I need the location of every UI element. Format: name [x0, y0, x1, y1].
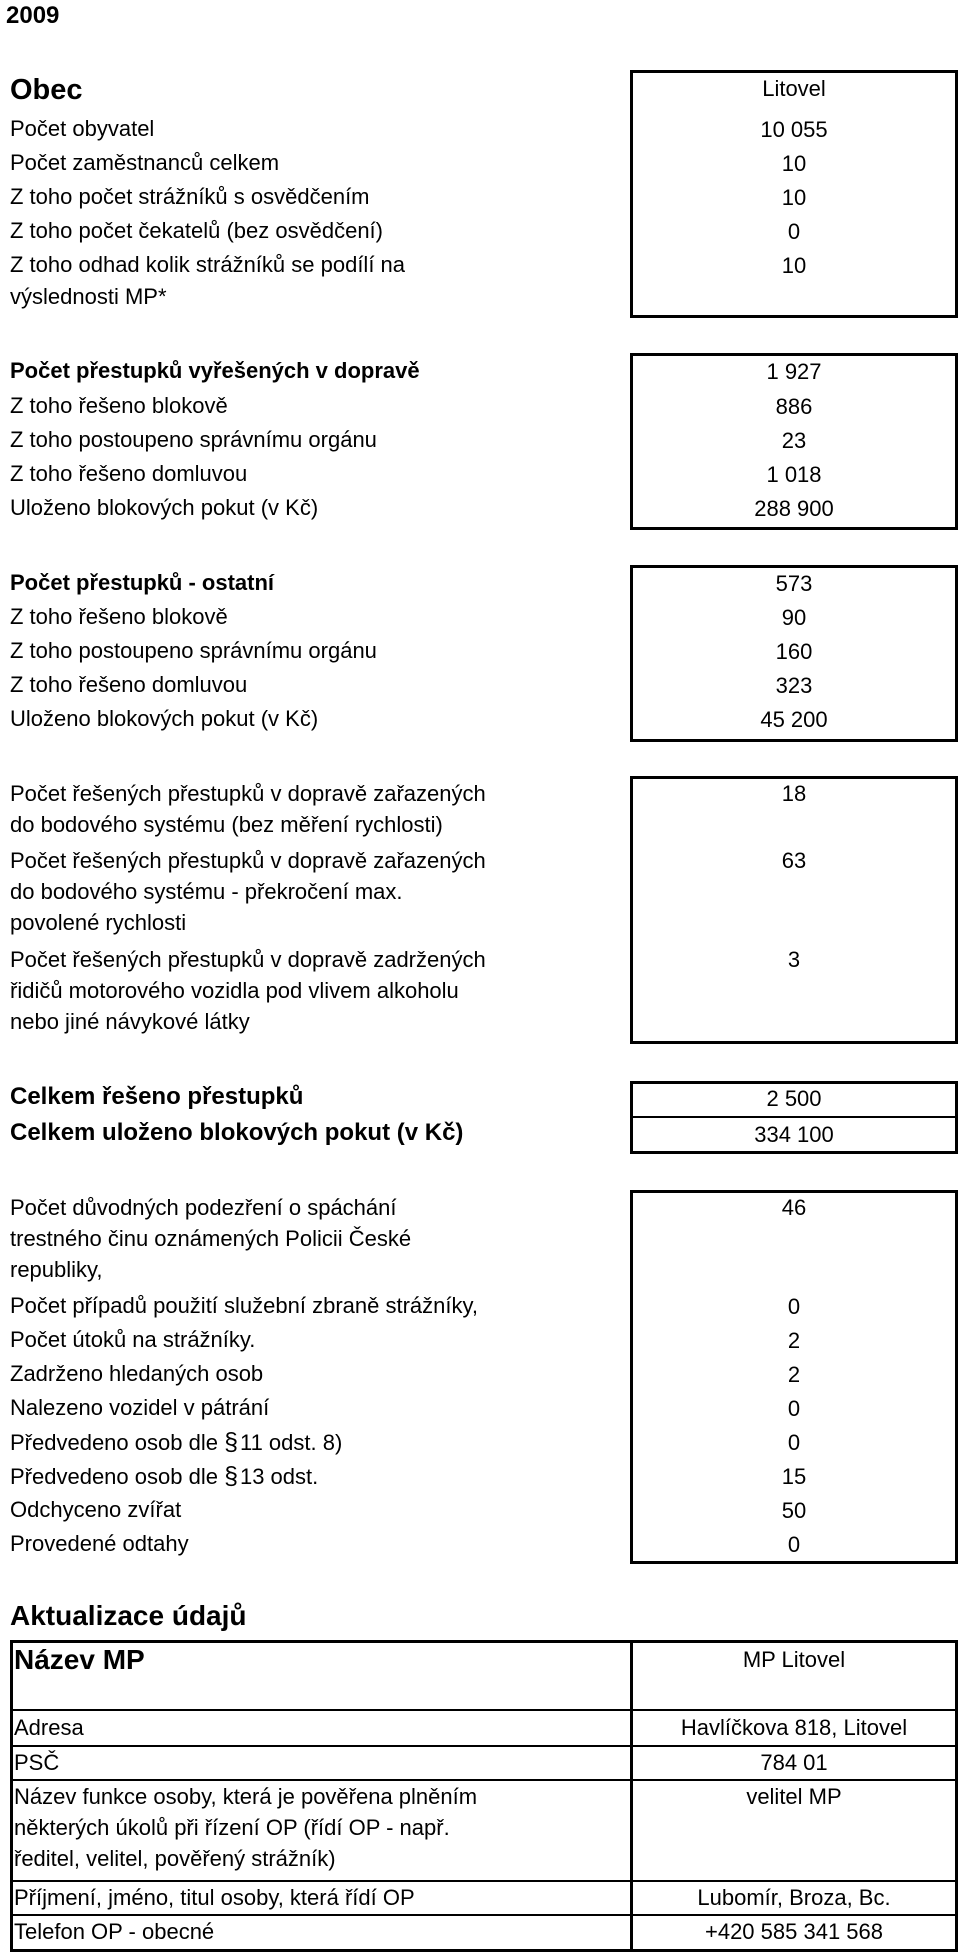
- cinnost-value: 2: [787, 1328, 801, 1353]
- ostatni-value: 323: [775, 673, 813, 698]
- cinnost-row-label: Odchyceno zvířat: [10, 1497, 182, 1522]
- obec-value: 0: [787, 219, 801, 244]
- doprava-row-label: Z toho řešeno blokově: [10, 393, 228, 418]
- ostatni-row-label: Z toho řešeno blokově: [10, 604, 228, 629]
- cinnost-value: 0: [787, 1532, 801, 1557]
- cinnost-value: 50: [781, 1498, 807, 1523]
- bodovy-value-box: [630, 776, 958, 1044]
- ostatni-heading: Počet přestupků - ostatní: [10, 570, 275, 595]
- cinnost-row-label: Provedené odtahy: [10, 1531, 189, 1556]
- celkem-value: 2 500: [766, 1086, 822, 1111]
- cinnost-row-label: Zadrženo hledaných osob: [10, 1361, 264, 1386]
- cinnost-row-label: Počet útoků na strážníky.: [10, 1327, 256, 1352]
- predvedeno-value: 15: [781, 1464, 807, 1489]
- ostatni-value: 45 200: [760, 707, 828, 732]
- cinnost-row-label: Nalezeno vozidel v pátrání: [10, 1395, 270, 1420]
- adresa-label: Adresa: [14, 1715, 84, 1740]
- doprava-value: 1 018: [766, 462, 822, 487]
- podezreni-label: Počet důvodných podezření o spáchání: [10, 1195, 397, 1220]
- doprava-value: 23: [781, 428, 807, 453]
- ostatni-heading-value: 573: [775, 571, 813, 596]
- doprava-value: 288 900: [754, 496, 834, 521]
- obec-row-label: Počet obyvatel: [10, 116, 155, 141]
- podezreni-value: 46: [781, 1195, 807, 1220]
- telefon-label: Telefon OP - obecné: [14, 1919, 215, 1944]
- obec-value-heading: Litovel: [762, 76, 826, 101]
- bodovy-value: 18: [781, 781, 807, 806]
- obec-value: 10: [781, 253, 807, 278]
- predvedeno-row-label: Předvedeno osob dle §11 odst. 8): [10, 1428, 343, 1456]
- ostatni-row-label: Z toho řešeno domluvou: [10, 672, 248, 697]
- celkem-label: Celkem uloženo blokových pokut (v Kč): [10, 1119, 464, 1146]
- bodovy-label: nebo jiné návykové látky: [10, 1009, 250, 1034]
- doprava-heading: Počet přestupků vyřešených v dopravě: [10, 358, 420, 383]
- bodovy-label: Počet řešených přestupků v dopravě zadržených: [10, 947, 486, 972]
- doprava-row-label: Z toho řešeno domluvou: [10, 461, 248, 486]
- doprava-heading-value: 1 927: [766, 359, 822, 384]
- predvedeno-value: 0: [787, 1430, 801, 1455]
- bodovy-label: povolené rychlosti: [10, 910, 187, 935]
- funkce-label: ředitel, velitel, pověřený strážník): [14, 1846, 336, 1871]
- obec-value: 10: [781, 185, 807, 210]
- doprava-value: 886: [775, 394, 813, 419]
- nazev-mp-label: Název MP: [14, 1644, 145, 1675]
- aktualizace-heading: Aktualizace údajů: [10, 1600, 247, 1631]
- bodovy-value: 3: [787, 947, 801, 972]
- ostatni-row-label: Uloženo blokových pokut (v Kč): [10, 706, 319, 731]
- cinnost-value: 0: [787, 1294, 801, 1319]
- obec-row-label: Počet zaměstnanců celkem: [10, 150, 280, 175]
- cinnost-row-label: Počet případů použití služební zbraně strážníky,: [10, 1293, 478, 1318]
- psc-value: 784 01: [760, 1750, 828, 1775]
- bodovy-value: 63: [781, 848, 807, 873]
- jmeno-label: Příjmení, jméno, titul osoby, která řídí OP: [14, 1885, 415, 1910]
- telefon-value: +420 585 341 568: [704, 1919, 883, 1944]
- psc-label: PSČ: [14, 1750, 60, 1775]
- doprava-row-label: Uloženo blokových pokut (v Kč): [10, 495, 319, 520]
- bodovy-label: do bodového systému (bez měření rychlosti): [10, 812, 443, 837]
- bodovy-label: Počet řešených přestupků v dopravě zařazených: [10, 848, 486, 873]
- cinnost-value: 2: [787, 1362, 801, 1387]
- celkem-label: Celkem řešeno přestupků: [10, 1083, 304, 1110]
- obec-row-label: Z toho počet čekatelů (bez osvědčení): [10, 218, 383, 243]
- nazev-mp-value: MP Litovel: [742, 1647, 846, 1672]
- ostatni-value: 90: [781, 605, 807, 630]
- ostatni-row-label: Z toho postoupeno správnímu orgánu: [10, 638, 377, 663]
- bodovy-label: řidičů motorového vozidla pod vlivem alkoholu: [10, 978, 459, 1003]
- year-label: 2009: [6, 2, 60, 29]
- obec-heading: Obec: [10, 74, 83, 106]
- section-sign: §: [224, 1428, 238, 1456]
- adresa-value: Havlíčkova 818, Litovel: [680, 1715, 908, 1740]
- funkce-label: některých úkolů při řízení OP (řídí OP - např.: [14, 1815, 450, 1840]
- section-sign: §: [224, 1462, 238, 1490]
- obec-value: 10 055: [760, 117, 828, 142]
- obec-row-label: Z toho počet strážníků s osvědčením: [10, 184, 370, 209]
- obec-row-label-cont: výslednosti MP*: [10, 284, 167, 309]
- bodovy-label: Počet řešených přestupků v dopravě zařazených: [10, 781, 486, 806]
- funkce-value: velitel MP: [746, 1784, 842, 1809]
- ostatni-value: 160: [775, 639, 813, 664]
- obec-value: 10: [781, 151, 807, 176]
- podezreni-label: republiky,: [10, 1257, 103, 1282]
- celkem-value: 334 100: [754, 1122, 834, 1147]
- cinnost-value: 0: [787, 1396, 801, 1421]
- predvedeno-row-label: Předvedeno osob dle §13 odst.: [10, 1462, 319, 1490]
- doprava-row-label: Z toho postoupeno správnímu orgánu: [10, 427, 377, 452]
- jmeno-value: Lubomír, Broza, Bc.: [697, 1885, 891, 1910]
- obec-row-label: Z toho odhad kolik strážníků se podílí na: [10, 252, 406, 277]
- funkce-label: Název funkce osoby, která je pověřena plněním: [14, 1784, 478, 1809]
- bodovy-label: do bodového systému - překročení max.: [10, 879, 403, 904]
- podezreni-label: trestného činu oznámených Policii České: [10, 1226, 412, 1251]
